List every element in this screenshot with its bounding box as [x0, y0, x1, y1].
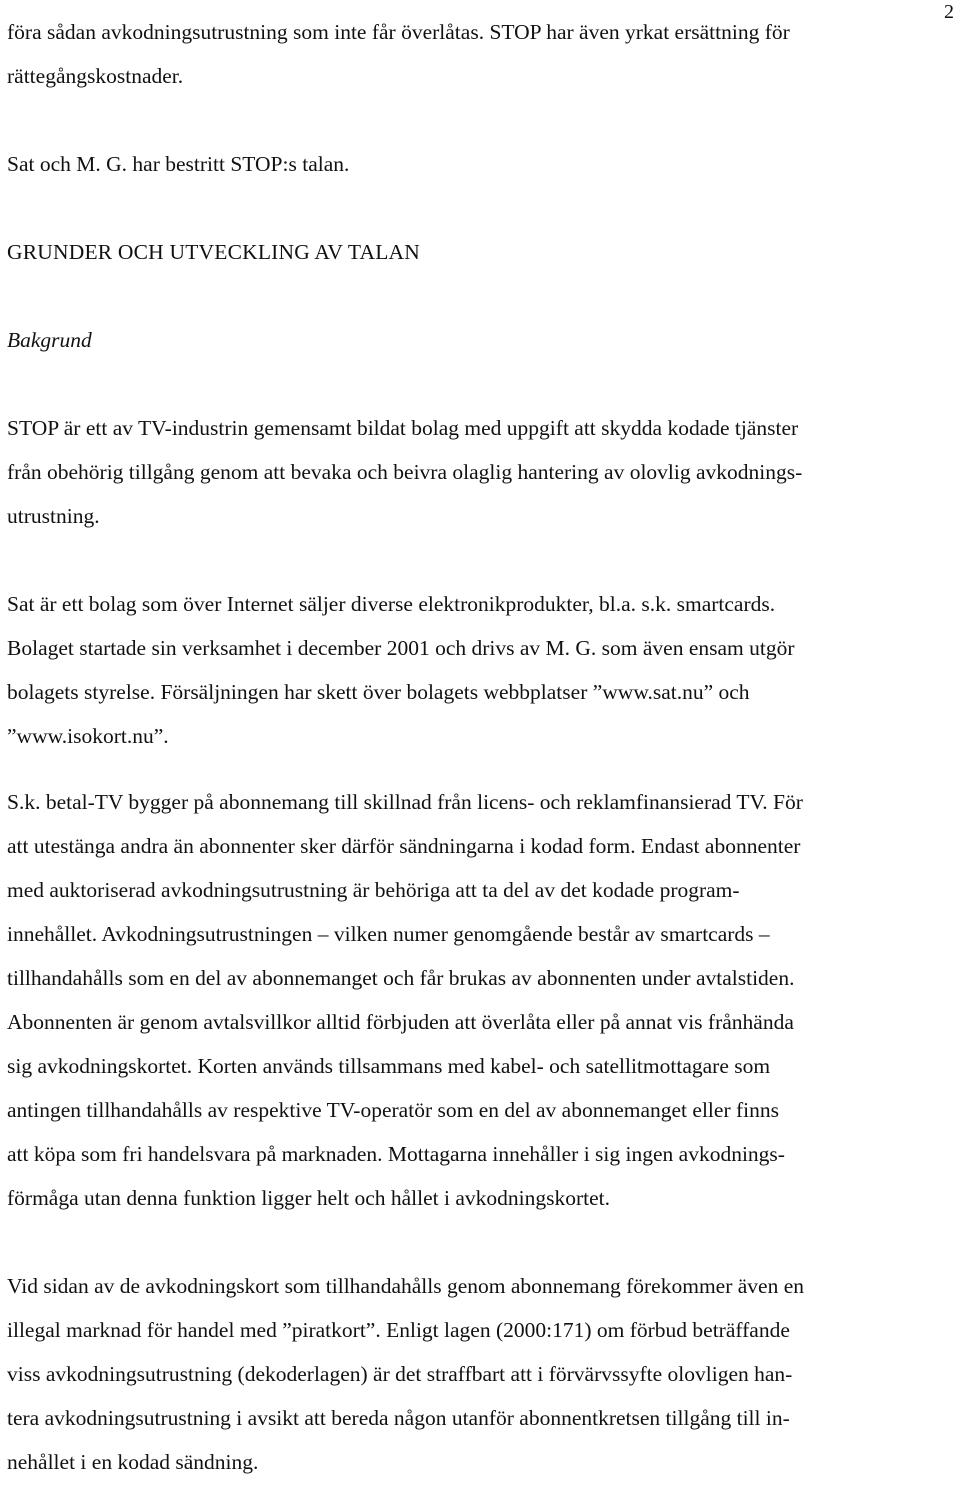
text-line: Vid sidan av de avkodningskort som tillhandahålls genom abonnemang förekommer även en: [7, 1274, 805, 1298]
paragraph-piratkort: [7, 1264, 953, 1484]
paragraph-sat: [7, 582, 953, 758]
text-line: rättegångskostnader.: [7, 64, 184, 88]
text-line: Abonnenten är genom avtalsvillkor alltid förbjuden att överlåta eller på annat vis frånhända: [7, 1010, 794, 1034]
text-line: viss avkodningsutrustning (dekoderlagen) är det straffbart att i förvärvssyfte olovligen han-: [7, 1362, 793, 1386]
text-line: sig avkodningskortet. Korten används tillsammans med kabel- och satellitmottagare som: [7, 1054, 771, 1078]
text-line: illegal marknad för handel med ”piratkort”. Enligt lagen (2000:171) om förbud beträffande: [7, 1318, 790, 1342]
text-line: utrustning.: [7, 504, 100, 528]
text-line: innehållet. Avkodningsutrustningen – vilken numer genomgående består av smartcards –: [7, 922, 770, 946]
text-line: nehållet i en kodad sändning.: [7, 1450, 259, 1474]
text-line: föra sådan avkodningsutrustning som inte får överlåtas. STOP har även yrkat ersättning för: [7, 20, 790, 44]
document-page: [7, 10, 953, 1484]
text-line: tera avkodningsutrustning i avsikt att bereda någon utanför abonnentkretsen tillgång till in-: [7, 1406, 790, 1430]
text-line: tillhandahålls som en del av abonnemanget och får brukas av abonnenten under avtalstiden.: [7, 966, 795, 990]
text-line: med auktoriserad avkodningsutrustning är behöriga att ta del av det kodade program-: [7, 878, 740, 902]
text-line: Sat är ett bolag som över Internet säljer diverse elektronikprodukter, bl.a. s.k. smartcards.: [7, 592, 776, 616]
intro-paragraph: [7, 10, 953, 98]
text-line: Sat och M. G. har bestritt STOP:s talan.: [7, 152, 350, 176]
text-line: från obehörig tillgång genom att bevaka och beivra olaglig hantering av olovlig avkodnings-: [7, 460, 803, 484]
section-subheading: Bakgrund: [7, 328, 92, 352]
text-line: antingen tillhandahålls av respektive TV-operatör som en del av abonnemanget eller finns: [7, 1098, 779, 1122]
text-line: att utestänga andra än abonnenter sker därför sändningarna i kodad form. Endast abonnenter: [7, 834, 801, 858]
paragraph-stop: [7, 406, 953, 538]
text-line: STOP är ett av TV-industrin gemensamt bildat bolag med uppgift att skydda kodade tjänster: [7, 416, 799, 440]
statement-paragraph: [7, 142, 953, 186]
text-line: Bolaget startade sin verksamhet i december 2001 och drivs av M. G. som även ensam utgör: [7, 636, 795, 660]
text-line: förmåga utan denna funktion ligger helt och hållet i avkodningskortet.: [7, 1186, 611, 1210]
text-line: att köpa som fri handelsvara på marknaden. Mottagarna innehåller i sig ingen avkodnings-: [7, 1142, 785, 1166]
text-line: bolagets styrelse. Försäljningen har skett över bolagets webbplatser ”www.sat.nu” och: [7, 680, 750, 704]
text-line: S.k. betal-TV bygger på abonnemang till skillnad från licens- och reklamfinansierad TV. För: [7, 790, 803, 814]
section-heading: GRUNDER OCH UTVECKLING AV TALAN: [7, 240, 420, 264]
text-line: ”www.isokort.nu”.: [7, 724, 169, 748]
paragraph-betal-tv: [7, 780, 953, 1220]
page-number: 2: [944, 1, 954, 23]
